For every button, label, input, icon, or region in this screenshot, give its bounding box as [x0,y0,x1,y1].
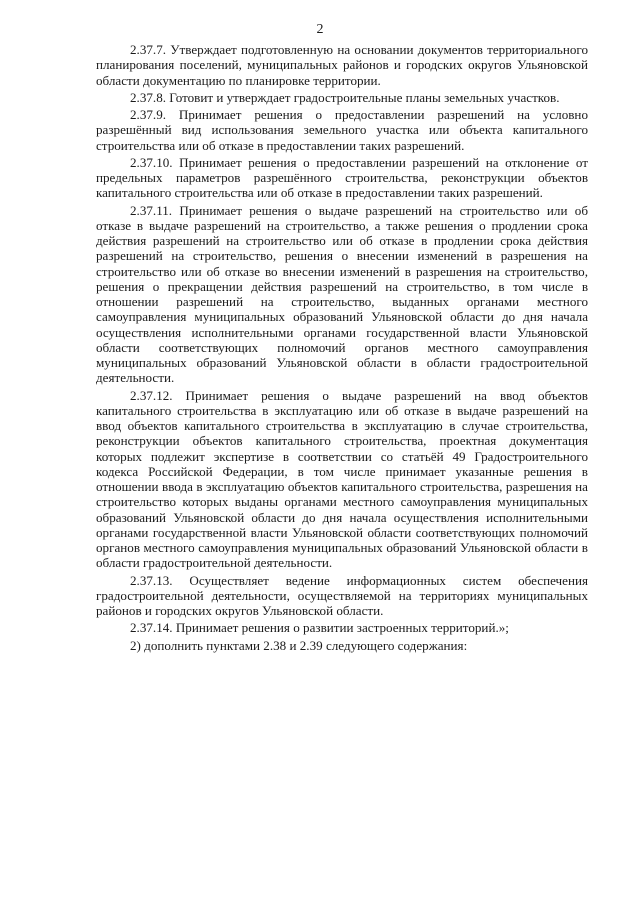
document-body [96,42,588,653]
paragraph-2-37-9: 2.37.9. Принимает решения о предоставлении разрешений на условно разрешённый вид использования земельного участка или объекта капитального строительства или об отказе в предоставлении таких разрешений. [96,107,588,153]
paragraph-2-37-12: 2.37.12. Принимает решения о выдаче разрешений на ввод объектов капитального строительства в эксплуатацию или об отказе в выдаче разрешений на ввод объектов капитального строительства в эксплуатацию в случае строительства, реконструкции объектов капитального строительства, проектная документация которых подлежит экспертизе в соответствии со статьёй 49 Градостроительного кодекса Российской Федерации, в том числе принимает указанные решения в отношении ввода в эксплуатацию объектов капитального строительства, разрешения на строительство которых выданы органами местного самоуправления муниципальных образований Ульяновской области до дня начала осуществления исполнительными органами государственной власти Ульяновской области соответствующих полномочий органов местного самоуправления муниципальных образований Ульяновской области в области градостроительной деятельности. [96,387,588,571]
paragraph-2-37-13: 2.37.13. Осуществляет ведение информационных систем обеспечения градостроительной деятельности, осуществляемой на территориях муниципальных районов и городских округов Ульяновской области. [96,572,588,618]
paragraph-amendment-2: 2) дополнить пунктами 2.38 и 2.39 следующего содержания: [130,637,468,653]
paragraph-2-37-10: 2.37.10. Принимает решения о предоставлении разрешений на отклонение от предельных параметров разрешённого строительства, реконструкции объектов капитального строительства или об отказе в предоставлении таких разрешений. [96,154,588,201]
paragraph-2-37-8: 2.37.8. Готовит и утверждает градостроительные планы земельных участков. [130,89,560,105]
paragraph-2-37-11: 2.37.11. Принимает решения о выдаче разрешений на строительство или об отказе в выдаче разрешений на строительство, а также решения о продлении срока действия разрешений на строительство или об отказе в продлении срока действия разрешений на строительство, решения о внесении изменений в разрешения на строительство или об отказе во внесении изменений в разрешения на строительство, решения о прекращении действия разрешений на строительство, в том числе в отношении разрешений на строительство, выданных органами местного самоуправления муниципальных образований Ульяновской области до дня начала осуществления исполнительными органами государственной власти Ульяновской области соответствующих полномочий органов местного самоуправления муниципальных образований Ульяновской области в области градостроительной деятельности. [96,202,588,386]
paragraph-2-37-14: 2.37.14. Принимает решения о развитии застроенных территорий.»; [130,620,509,636]
page-number: 2 [316,22,324,37]
paragraph-2-37-7: 2.37.7. Утверждает подготовленную на основании документов территориального планирования поселений, муниципальных районов и городских округов Ульяновской области документацию по планировке территории. [96,42,588,88]
